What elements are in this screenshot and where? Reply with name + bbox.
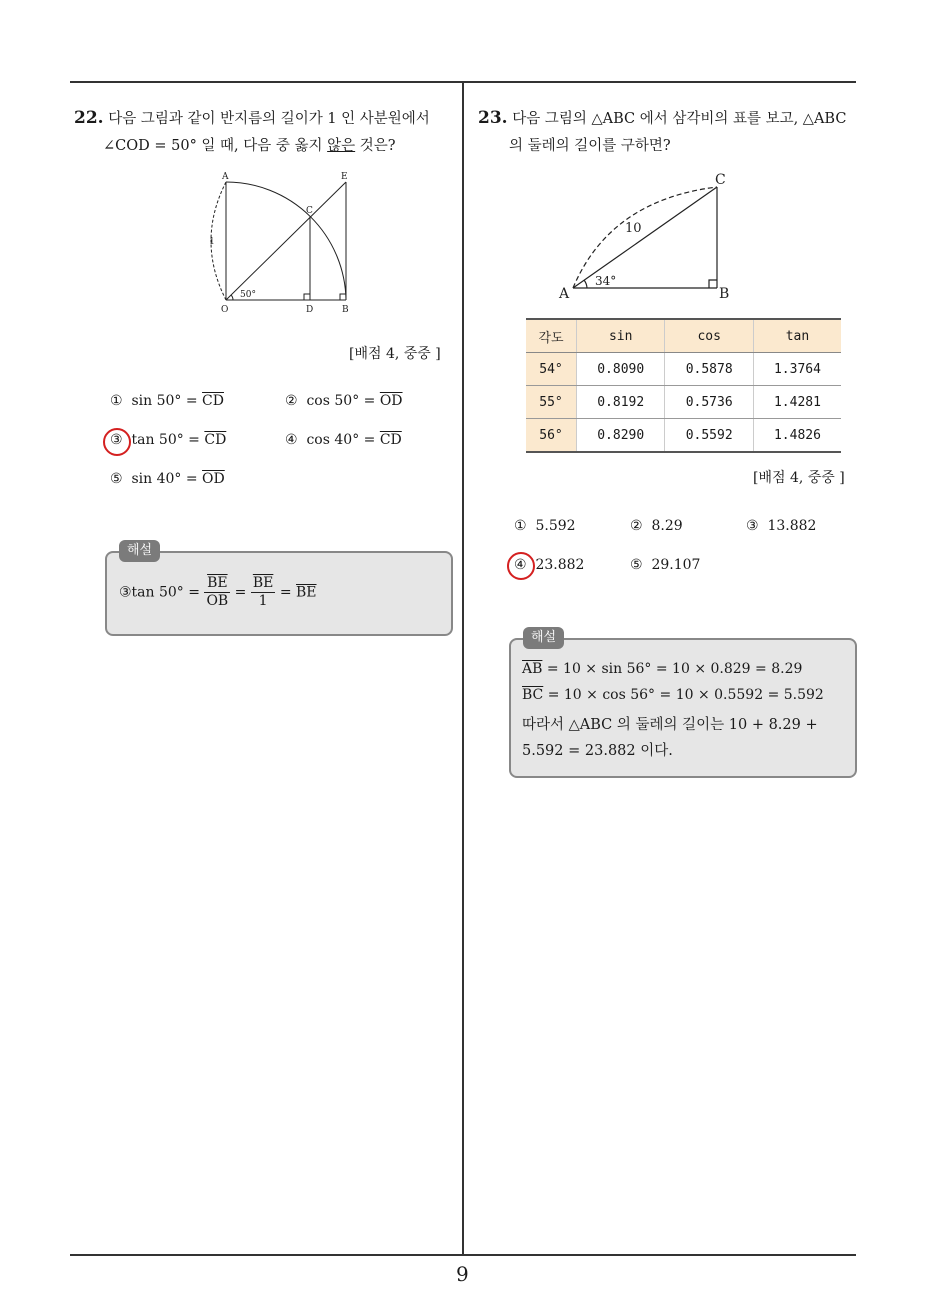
table-cell: 1.4826 — [753, 419, 841, 453]
table-row — [526, 419, 841, 453]
q23-label-B: B — [719, 286, 730, 302]
q23-solution-line-2-text: = 10 × cos 56° = 10 × 0.5592 = 5.592 — [543, 687, 824, 703]
q23-option-5[interactable] — [630, 557, 700, 573]
q22-option-5-num: ⑤ — [110, 471, 123, 487]
q23-option-3[interactable] — [746, 518, 816, 534]
q23-option-4-text: 23.882 — [535, 557, 585, 573]
q22-solution-frac1-den: OB — [206, 593, 229, 609]
q22-option-4[interactable] — [285, 432, 402, 448]
table-cell: 0.8290 — [577, 419, 665, 453]
q22-solution-line — [119, 575, 317, 610]
q23-text-line1: 다음 그림의 △ABC 에서 삼각비의 표를 보고, △ABC — [512, 111, 847, 127]
table-row — [526, 353, 841, 386]
q23-table-header-sin: sin — [577, 319, 665, 353]
table-cell: 1.3764 — [753, 353, 841, 386]
q23-solution-line-2 — [522, 687, 824, 703]
q23-solution-tag: 해설 — [523, 627, 564, 649]
table-cell: 54° — [526, 353, 577, 386]
q22-figure — [200, 168, 360, 318]
q23-table-header-angle: 각도 — [526, 319, 577, 353]
q23-option-2-text: 8.29 — [651, 518, 683, 534]
q22-solution-frac1-num: $\overline{BE}$ — [204, 575, 230, 593]
q23-table-header-tan: tan — [753, 319, 841, 353]
q22-option-5-text: sin 40° = — [131, 471, 203, 487]
q22-solution-frac1 — [204, 575, 230, 610]
q22-option-3-segment: $\overline{CD}$ — [204, 432, 227, 448]
q22-solution-frac2 — [251, 575, 276, 610]
q23-option-2-num: ② — [630, 518, 643, 534]
q23-option-5-num: ⑤ — [630, 557, 643, 573]
q23-label-A: A — [559, 286, 570, 302]
q22-text-line2-pre: ∠COD = 50° 일 때, 다음 중 옳지 — [103, 138, 328, 154]
q23-solution-line-1 — [522, 661, 802, 677]
q22-label-C: C — [306, 206, 313, 216]
q23-option-1-text: 5.592 — [535, 518, 576, 534]
q22-solution-eq: = — [234, 584, 247, 601]
q22-label-A: A — [222, 172, 229, 182]
table-cell: 0.8192 — [577, 386, 665, 419]
q23-label-hyp: 10 — [625, 221, 642, 236]
q22-solution-frac2-num: $\overline{BE}$ — [252, 575, 274, 591]
q22-label-O: O — [221, 305, 229, 315]
q22-option-1-num: ① — [110, 393, 123, 409]
q23-option-3-text: 13.882 — [767, 518, 817, 534]
table-cell: 56° — [526, 419, 577, 453]
q23-option-3-num: ③ — [746, 518, 759, 534]
q22-header — [74, 105, 459, 160]
q22-label-D: D — [306, 305, 314, 315]
q22-option-2-text: cos 50° = — [306, 393, 380, 409]
q22-label-angle: 50° — [240, 290, 256, 300]
q22-answer-mark — [103, 428, 131, 456]
q23-score: [배점 4, 중중 ] — [753, 470, 845, 486]
q22-solution-tail-eq: = — [279, 584, 292, 601]
q23-answer-mark — [507, 552, 535, 580]
q23-label-angle: 34° — [595, 274, 617, 288]
q23-header — [478, 105, 863, 160]
q22-option-4-text: cos 40° = — [306, 432, 380, 448]
q23-solution-seg-ab: $\overline{AB}$ — [522, 661, 543, 677]
q22-option-3-text: tan 50° = — [131, 432, 205, 448]
bottom-rule — [70, 1254, 856, 1256]
table-cell: 55° — [526, 386, 577, 419]
q23-solution-seg-bc: $\overline{BC}$ — [522, 687, 544, 703]
q22-option-4-segment: $\overline{CD}$ — [379, 432, 402, 448]
q22-option-2-num: ② — [285, 393, 298, 409]
q23-solution-line-4: 5.592 = 23.882 이다. — [522, 743, 673, 759]
table-cell: 0.5592 — [665, 419, 753, 453]
q22-option-2-segment: $\overline{OD}$ — [379, 393, 403, 409]
q22-solution-tag: 해설 — [119, 540, 160, 562]
q23-text-line2: 의 둘레의 길이를 구하면? — [509, 138, 671, 154]
q22-label-side: 1 — [209, 237, 215, 247]
q22-option-1-text: sin 50° = — [131, 393, 203, 409]
q23-option-4-num: ④ — [514, 557, 527, 573]
q23-trig-table — [526, 318, 841, 453]
q22-solution-prefix: ③tan 50° = — [119, 584, 205, 601]
q22-text-line1: 다음 그림과 같이 반지름의 길이가 1 인 사분원에서 — [108, 111, 430, 127]
q22-label-B: B — [342, 305, 349, 315]
q23-option-1[interactable] — [514, 518, 576, 534]
table-cell: 0.5736 — [665, 386, 753, 419]
table-cell: 1.4281 — [753, 386, 841, 419]
q23-option-2[interactable] — [630, 518, 683, 534]
q23-figure — [555, 170, 745, 305]
q23-solution-line-1-text: = 10 × sin 56° = 10 × 0.829 = 8.29 — [542, 661, 803, 677]
column-divider — [462, 82, 464, 1254]
page-number: 9 — [456, 1262, 469, 1286]
q22-option-3-num: ③ — [110, 432, 123, 448]
q22-text-underlined: 않은 — [327, 138, 356, 154]
q22-solution-frac2-den: 1 — [258, 593, 268, 609]
q23-solution-line-3: 따라서 △ABC 의 둘레의 길이는 10 + 8.29 + — [522, 717, 818, 733]
q22-score: [배점 4, 중중 ] — [349, 346, 441, 362]
q22-label-E: E — [341, 172, 348, 182]
q22-option-2[interactable] — [285, 393, 403, 409]
q23-option-1-num: ① — [514, 518, 527, 534]
q22-text-line2-post: 것은? — [355, 138, 396, 154]
q22-option-5-segment: $\overline{OD}$ — [202, 471, 225, 487]
q23-table-header-cos: cos — [665, 319, 753, 353]
q22-option-1[interactable] — [110, 393, 224, 409]
q23-number: 23. — [478, 108, 508, 128]
q23-table-header-row — [526, 319, 841, 353]
q23-label-C: C — [715, 172, 726, 188]
q22-solution-tail-seg: $\overline{BE}$ — [296, 584, 317, 601]
q22-option-1-segment: $\overline{CD}$ — [202, 393, 224, 409]
q22-option-4-num: ④ — [285, 432, 298, 448]
table-row — [526, 386, 841, 419]
q22-option-5[interactable] — [110, 471, 225, 487]
q23-option-5-text: 29.107 — [651, 557, 701, 573]
table-cell: 0.5878 — [665, 353, 753, 386]
q22-number: 22. — [74, 108, 104, 128]
table-cell: 0.8090 — [577, 353, 665, 386]
